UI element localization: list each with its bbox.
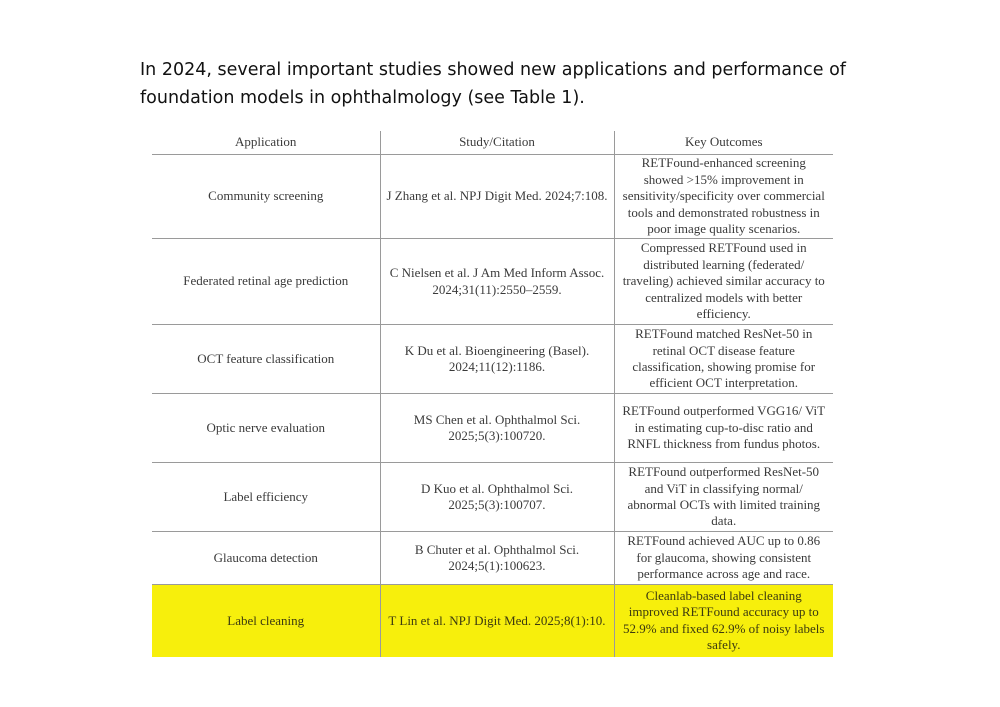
intro-paragraph <box>140 56 846 112</box>
cell-study: K Du et al. Bioengineering (Basel). 2024;11(12):1186. <box>380 325 614 394</box>
cell-application: Label efficiency <box>152 463 380 532</box>
cell-application: Glaucoma detection <box>152 532 380 585</box>
table-row <box>152 394 833 463</box>
cell-outcomes: RETFound matched ResNet-50 in retinal OCT disease feature classification, showing promise for efficient OCT interpretation. <box>614 325 833 394</box>
cell-application: Federated retinal age prediction <box>152 239 380 325</box>
cell-study: MS Chen et al. Ophthalmol Sci. 2025;5(3):100720. <box>380 394 614 463</box>
header-application: Application <box>152 131 380 155</box>
intro-line-1: In 2024, several important studies showed new applications and performance of <box>140 60 846 80</box>
table-row <box>152 155 833 239</box>
cell-application: Label cleaning <box>152 585 380 657</box>
cell-outcomes: RETFound-enhanced screening showed >15% improvement in sensitivity/specificity over commercial tools and demonstrated robustness in poor image quality scenarios. <box>614 155 833 239</box>
cell-outcomes: RETFound outperformed ResNet-50 and ViT in classifying normal/ abnormal OCTs with limited training data. <box>614 463 833 532</box>
cell-study: B Chuter et al. Ophthalmol Sci. 2024;5(1):100623. <box>380 532 614 585</box>
header-outcomes: Key Outcomes <box>614 131 833 155</box>
cell-application: Community screening <box>152 155 380 239</box>
cell-outcomes: RETFound outperformed VGG16/ ViT in estimating cup-to-disc ratio and RNFL thickness from fundus photos. <box>614 394 833 463</box>
header-study: Study/Citation <box>380 131 614 155</box>
studies-table <box>152 131 833 657</box>
cell-outcomes: Cleanlab-based label cleaning improved RETFound accuracy up to 52.9% and fixed 62.9% of noisy labels safely. <box>614 585 833 657</box>
intro-line-2: foundation models in ophthalmology (see Table 1). <box>140 88 585 108</box>
table-row <box>152 532 833 585</box>
cell-study: J Zhang et al. NPJ Digit Med. 2024;7:108. <box>380 155 614 239</box>
cell-application: OCT feature classification <box>152 325 380 394</box>
table-header-row <box>152 131 833 155</box>
cell-study: D Kuo et al. Ophthalmol Sci. 2025;5(3):100707. <box>380 463 614 532</box>
table-row <box>152 463 833 532</box>
table-row <box>152 325 833 394</box>
cell-application: Optic nerve evaluation <box>152 394 380 463</box>
table-row <box>152 239 833 325</box>
cell-study: C Nielsen et al. J Am Med Inform Assoc. 2024;31(11):2550–2559. <box>380 239 614 325</box>
cell-outcomes: Compressed RETFound used in distributed learning (federated/ traveling) achieved similar accuracy to centralized models with better efficiency. <box>614 239 833 325</box>
cell-outcomes: RETFound achieved AUC up to 0.86 for glaucoma, showing consistent performance across age and race. <box>614 532 833 585</box>
highlighted-table-row <box>152 585 833 657</box>
cell-study: T Lin et al. NPJ Digit Med. 2025;8(1):10. <box>380 585 614 657</box>
